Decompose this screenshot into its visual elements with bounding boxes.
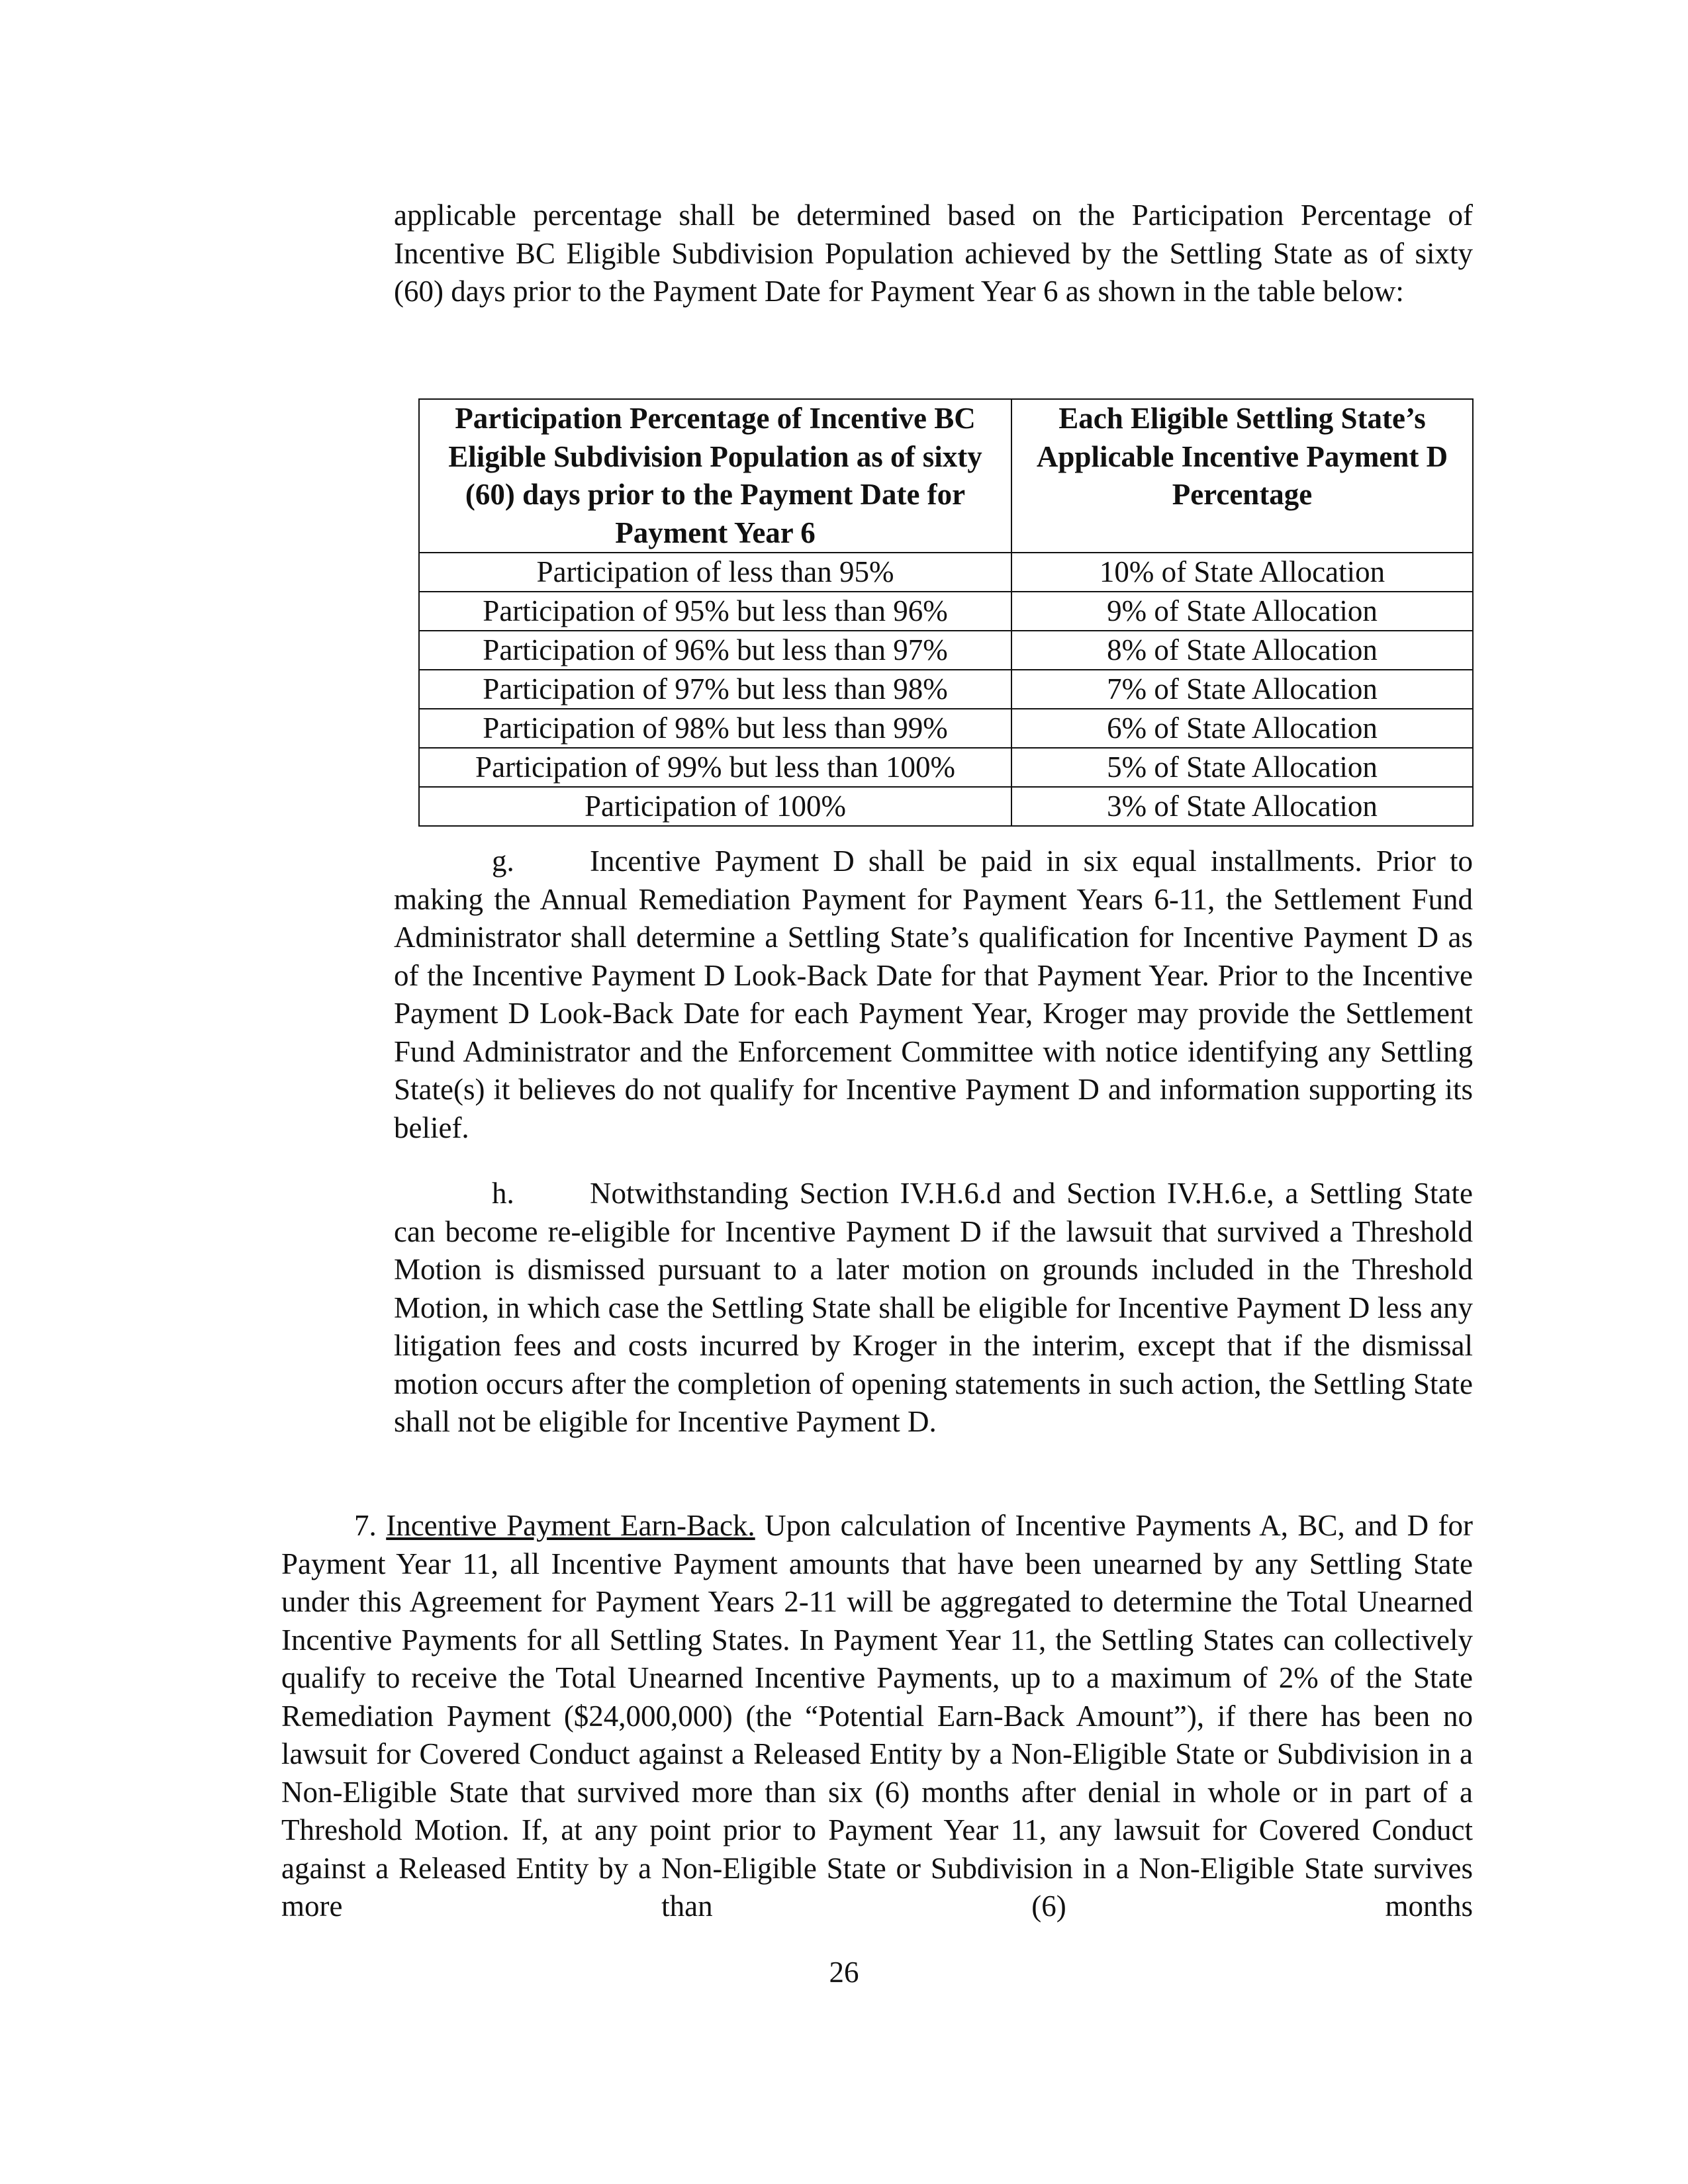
incentive-payment-d-table: [418, 398, 1474, 827]
table-cell-percentage: 9% of State Allocation: [1011, 592, 1473, 631]
table-row: [419, 631, 1473, 670]
table-cell-percentage: 6% of State Allocation: [1011, 709, 1473, 748]
section-7-text: Upon calculation of Incentive Payments A, BC, and D for Payment Year 11, all Incentive Payment amounts that have been unearned by any Settling State under this Agreement for Payment Years 2-11 will be aggregated to determine the Total Unearned Incentive Payments for all Settling States. In Payment Year 11, the Settling States can collectively qualify to receive the Total Unearned Incentive Payments, up to a maximum of 2% of the State Remediation Payment ($24,000,000) (the “Potential Earn-Back Amount”), if there has been no lawsuit for Covered Conduct against a Released Entity by a Non-Eligible State or Subdivision in a Non-Eligible State that survived more than six (6) months after denial in whole or in part of a Threshold Motion. If, at any point prior to Payment Year 11, any lawsuit for Covered Conduct against a Released Entity by a Non-Eligible State or Subdivision in a Non-Eligible State survives more than (6) months: [281, 1509, 1474, 1923]
table-cell-participation: Participation of 97% but less than 98%: [419, 670, 1011, 709]
table-row: [419, 787, 1473, 826]
paragraph-h-marker: h.: [492, 1177, 514, 1210]
table-header-participation: Participation Percentage of Incentive BC Eligible Subdivision Population as of sixty (60) days prior to the Payment Date for Payment Year 6: [419, 399, 1011, 553]
table-cell-participation: Participation of 96% but less than 97%: [419, 631, 1011, 670]
paragraph-g-marker: g.: [492, 844, 514, 878]
table-cell-percentage: 7% of State Allocation: [1011, 670, 1473, 709]
paragraph-h-text: Notwithstanding Section IV.H.6.d and Section IV.H.6.e, a Settling State can become re-eligible for Incentive Payment D if the lawsuit that survived a Threshold Motion is dismissed pursuant to a later motion on grounds included in the Threshold Motion, in which case the Settling State shall be eligible for Incentive Payment D less any litigation fees and costs incurred by Kroger in the interim, except that if the dismissal motion occurs after the completion of opening statements in such action, the Settling State shall not be eligible for Incentive Payment D.: [394, 1177, 1473, 1438]
table-header-row: [419, 399, 1473, 553]
table-cell-percentage: 3% of State Allocation: [1011, 787, 1473, 826]
table-cell-participation: Participation of 99% but less than 100%: [419, 748, 1011, 787]
section-7-paragraph: [281, 1507, 1473, 1926]
table-cell-participation: Participation of 100%: [419, 787, 1011, 826]
intro-paragraph-text: applicable percentage shall be determined based on the Participation Percentage of Incentive BC Eligible Subdivision Population achieved by the Settling State as of sixty (60) days prior to the Payment Date for Payment Year 6 as shown in the table below:: [394, 199, 1473, 308]
paragraph-g-text: Incentive Payment D shall be paid in six equal installments. Prior to making the Annual Remediation Payment for Payment Years 6-11, the Settlement Fund Administrator shall determine a Settling State’s qualification for Incentive Payment D as of the Incentive Payment D Look-Back Date for that Payment Year. Prior to the Incentive Payment D Look-Back Date for each Payment Year, Kroger may provide the Settlement Fund Administrator and the Enforcement Committee with notice identifying any Settling State(s) it believes do not qualify for Incentive Payment D and information supporting its belief.: [394, 844, 1473, 1144]
table-row: [419, 709, 1473, 748]
paragraph-g: [394, 842, 1473, 1147]
table-cell-percentage: 5% of State Allocation: [1011, 748, 1473, 787]
table-row: [419, 670, 1473, 709]
table-cell-percentage: 8% of State Allocation: [1011, 631, 1473, 670]
intro-paragraph: [394, 197, 1473, 311]
section-7-number: 7.: [354, 1509, 377, 1542]
table-cell-participation: Participation of 95% but less than 96%: [419, 592, 1011, 631]
table-cell-participation: Participation of 98% but less than 99%: [419, 709, 1011, 748]
paragraph-h: [394, 1175, 1473, 1441]
table-cell-percentage: 10% of State Allocation: [1011, 553, 1473, 592]
table-row: [419, 748, 1473, 787]
table-row: [419, 553, 1473, 592]
table-cell-participation: Participation of less than 95%: [419, 553, 1011, 592]
table-header-percentage: Each Eligible Settling State’s Applicable Incentive Payment D Percentage: [1011, 399, 1473, 553]
section-7-heading: Incentive Payment Earn-Back.: [386, 1509, 755, 1542]
table-row: [419, 592, 1473, 631]
page-number: 26: [829, 1956, 859, 1989]
